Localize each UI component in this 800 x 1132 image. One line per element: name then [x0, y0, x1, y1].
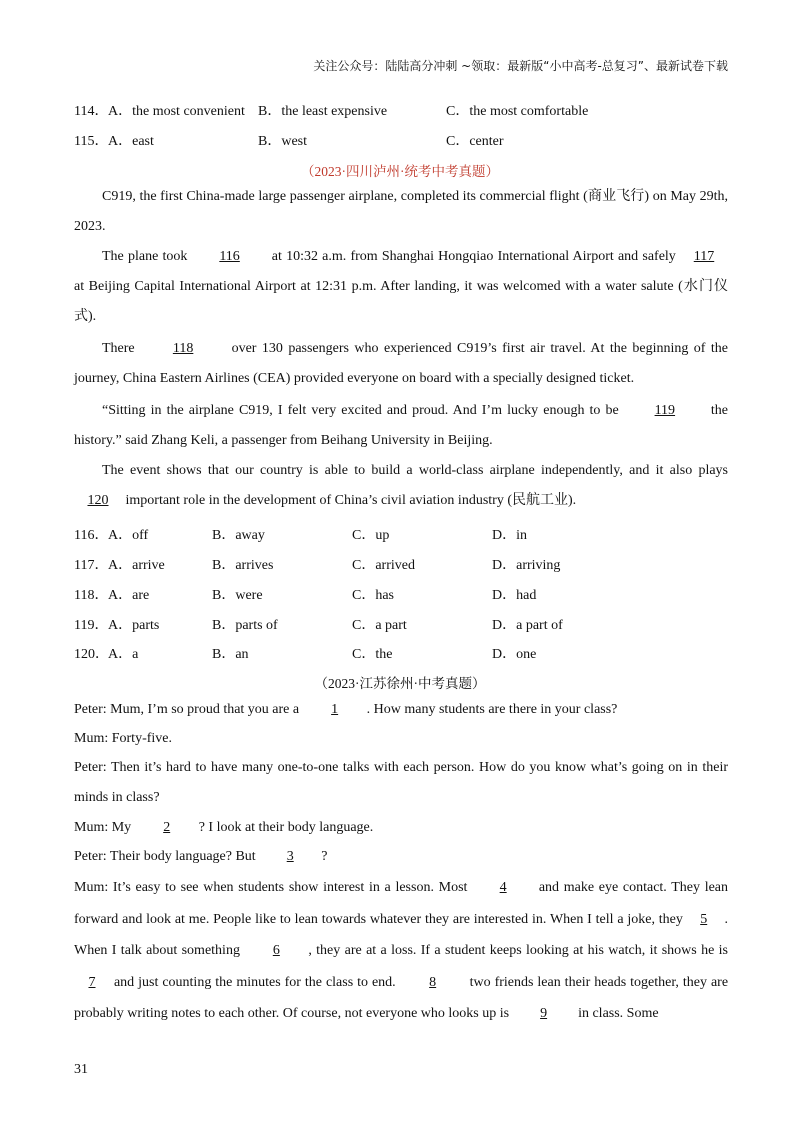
option-c: C．a part [352, 618, 407, 633]
option-d: D．in [492, 528, 527, 543]
blank-8: 8 [429, 974, 437, 990]
option-d: D．arriving [492, 558, 561, 573]
option-a: A．are [108, 588, 150, 603]
option-d: D．had [492, 588, 537, 603]
option-b: B．west [258, 134, 307, 149]
blank-6: 6 [272, 943, 280, 958]
option-a: A．parts [108, 618, 160, 633]
blank-5: 5 [700, 911, 708, 927]
blank-7: 7 [88, 974, 96, 990]
question-number: 118． [74, 588, 109, 603]
option-c: C．the most comfortable [446, 104, 589, 119]
blank-116: 116 [219, 249, 240, 264]
option-c: C．arrived [352, 558, 415, 573]
option-a: A．off [108, 528, 149, 543]
option-a: A．arrive [108, 558, 165, 573]
option-d: D．a part of [492, 618, 563, 633]
option-a: A．the most convenient [108, 104, 245, 119]
page-header: 关注公众号：陆陆高分冲刺 ~领取：最新版“小中高考-总复习”、最新试卷下载 [313, 59, 728, 73]
passage-paragraph-2: The plane took 116 at 10:32 a.m. from Shanghai Hongqiao International Airport and safely 117 at Beijing Capital International Airport at 12:31 p.m. After landing, it was welcomed with a water salute (水门仪式). [74, 242, 728, 332]
section-source-luzhou: （2023·四川泸州·统考中考真题） [301, 164, 499, 179]
blank-120: 120 [87, 493, 109, 508]
option-c: C．has [352, 588, 394, 603]
blank-2: 2 [163, 820, 171, 835]
dialogue-line-1: Peter: Mum, I’m so proud that you are a 1 . How many students are there in your class? [74, 702, 618, 717]
option-b: B．were [212, 588, 263, 603]
option-d: D．one [492, 647, 537, 662]
passage-paragraph-1: C919, the first China-made large passenger airplane, completed its commercial flight (商业飞行) on May 29th, 2023. [74, 189, 728, 234]
option-b: B．an [212, 647, 249, 662]
question-number: 116． [74, 528, 109, 543]
option-b: B．the least expensive [258, 104, 388, 119]
blank-1: 1 [331, 702, 339, 717]
section-source-xuzhou: （2023·江苏徐州·中考真题） [314, 676, 486, 691]
option-b: B．parts of [212, 618, 278, 633]
option-a: A．east [108, 134, 154, 149]
passage-paragraph-5: The event shows that our country is able to build a world-class airplane independently, and it also plays 120 important role in the development of China’s civil aviation industry (民航工业). [74, 456, 728, 516]
blank-117: 117 [693, 249, 715, 264]
page-number: 31 [74, 1062, 88, 1077]
blank-4: 4 [499, 880, 507, 895]
passage-paragraph-4: “Sitting in the airplane C919, I felt very excited and proud. And I’m lucky enough to be 119 the history.” said Zhang Keli, a passenger from Beihang University in Beijing. [74, 396, 728, 456]
blank-3: 3 [286, 849, 294, 864]
question-number: 119． [74, 618, 109, 633]
dialogue-line-5: Peter: Their body language? But 3 ? [74, 849, 328, 864]
blank-118: 118 [172, 341, 194, 356]
question-number: 115． [74, 134, 109, 149]
blank-119: 119 [654, 403, 676, 418]
option-b: B．arrives [212, 558, 274, 573]
option-c: C．up [352, 528, 390, 543]
question-number: 114． [74, 104, 109, 119]
dialogue-line-2: Mum: Forty-five. [74, 731, 172, 746]
question-number: 117． [74, 558, 109, 573]
question-number: 120． [74, 647, 109, 662]
option-a: A．a [108, 647, 139, 662]
option-c: C．center [446, 134, 504, 149]
blank-9: 9 [540, 1006, 548, 1021]
dialogue-line-3: Peter: Then it’s hard to have many one-to-one talks with each person. How do you know what’s going on in their minds in class? [74, 760, 728, 805]
dialogue-line-6: Mum: It’s easy to see when students show interest in a lesson. Most 4 and make eye contact. They lean forward and look at me. People like to lean towards whatever they are interested in. When I tell a joke, they 5 . When I talk about something 6 , they are at a loss. If a student keeps looking at his watch, it shows he is 7 and just counting the minutes for the class to end. 8 two friends lean their heads together, they are probably writing notes to each other. Of course, not everyone who looks up is 9 in class. Some [74, 872, 728, 1030]
passage-paragraph-3: There 118 over 130 passengers who experienced C919’s first air travel. At the beginning of the journey, China Eastern Airlines (CEA) provided everyone on board with a specially designed ticket. [74, 334, 728, 394]
option-b: B．away [212, 528, 265, 543]
dialogue-line-4: Mum: My 2 ? I look at their body language. [74, 820, 374, 835]
option-c: C．the [352, 647, 393, 662]
